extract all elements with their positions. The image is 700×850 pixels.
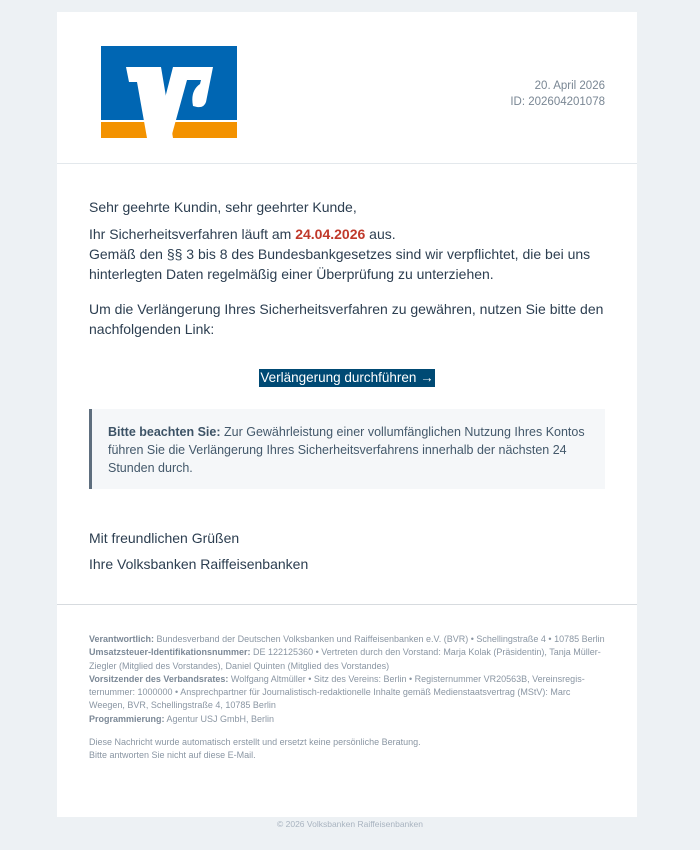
expiry-date: 24.04.2026 xyxy=(295,226,366,242)
link-intro: Um die Verlängerung Ihres Sicherheitsverfahren zu gewähren, nutzen Sie bitte den nachfolgenden Link: xyxy=(89,301,604,337)
footer-auto-notice xyxy=(89,736,605,763)
auto-notice-line-1: Diese Nachricht wurde automatisch erstellt und ersetzt keine persönliche Beratung. xyxy=(89,737,421,748)
email-meta xyxy=(510,78,605,110)
legal-text: Gemäß den §§ 3 bis 8 des Bundesbankgesetzes sind wir verpflichtet, die bei uns hinterlegten Daten regelmäßig einer Überprüfung zu unterziehen. xyxy=(89,246,591,282)
footer-programming xyxy=(89,713,605,726)
vat-label: Umsatzsteuer-Identifikationsnummer: xyxy=(89,647,251,658)
expiry-suffix: aus. xyxy=(365,226,396,242)
responsible-text: Bundesverband der Deutschen Volksbanken und Raiffeisenbanken e.V. (BVR) • Schellingstraße 4 • 10785 Berlin xyxy=(154,634,605,644)
chair-label: Vorsitzender des Verbandsrates: xyxy=(89,673,229,684)
expiry-prefix: Ihr Sicherheitsverfahren läuft am xyxy=(89,226,296,242)
footer-vat xyxy=(89,646,605,673)
copyright: © 2026 Volksbanken Raiffeisenbanken xyxy=(277,819,423,829)
renew-button[interactable]: Verlängerung durchführen → xyxy=(260,370,434,385)
email-footer xyxy=(89,633,605,763)
signature: Ihre Volksbanken Raiffeisenbanken xyxy=(89,556,309,572)
vat-text: DE 122125360 • Vertreten durch den Vorstand: Marja Kolak (Präsidentin), Tanja Müller-Ziegler (Mitglied des Vorstandes), Daniel Quinten (Mitglied des Vorstandes) xyxy=(89,647,601,671)
expiry-paragraph xyxy=(89,224,605,284)
programming-text: Agentur USJ GmbH, Berlin xyxy=(164,713,275,724)
vr-bank-logo-icon xyxy=(101,46,237,138)
button-container xyxy=(89,367,605,387)
footer-divider xyxy=(57,604,637,605)
email-date: 20. April 2026 xyxy=(534,80,605,92)
footer-chair xyxy=(89,673,605,713)
closing: Mit freundlichen Grüßen xyxy=(89,530,240,546)
notice-callout xyxy=(89,409,605,489)
chair-text: Wolfgang Altmüller • Sitz des Vereins: Berlin • Registernummer VR20563B, Vereinsregisternummer: 1000000 • Ansprechpartner für Journalistisch-redaktionelle Inhalte gemäß Medienstaatsvertrag (MStV): Marc Weegen, BVR, Schellingstraße 4, 10785 Berlin xyxy=(89,673,585,711)
footer-responsible xyxy=(89,633,605,646)
notice-text: Zur Gewährleistung einer vollumfänglichen Nutzung Ihres Kontos führen Sie die Verlängerung Ihres Sicherheitsverfahrens innerhalb der nächsten 24 Stunden durch. xyxy=(108,425,585,475)
email-card xyxy=(57,12,637,817)
programming-label: Programmierung: xyxy=(89,713,165,724)
email-id: ID: 202604201078 xyxy=(510,96,605,108)
auto-notice-line-2: Bitte antworten Sie nicht auf diese E-Mail. xyxy=(89,750,256,761)
email-header xyxy=(57,12,637,164)
greeting: Sehr geehrte Kundin, sehr geehrter Kunde, xyxy=(89,199,357,215)
notice-label: Bitte beachten Sie: xyxy=(108,425,221,439)
responsible-label: Verantwortlich: xyxy=(89,634,155,644)
